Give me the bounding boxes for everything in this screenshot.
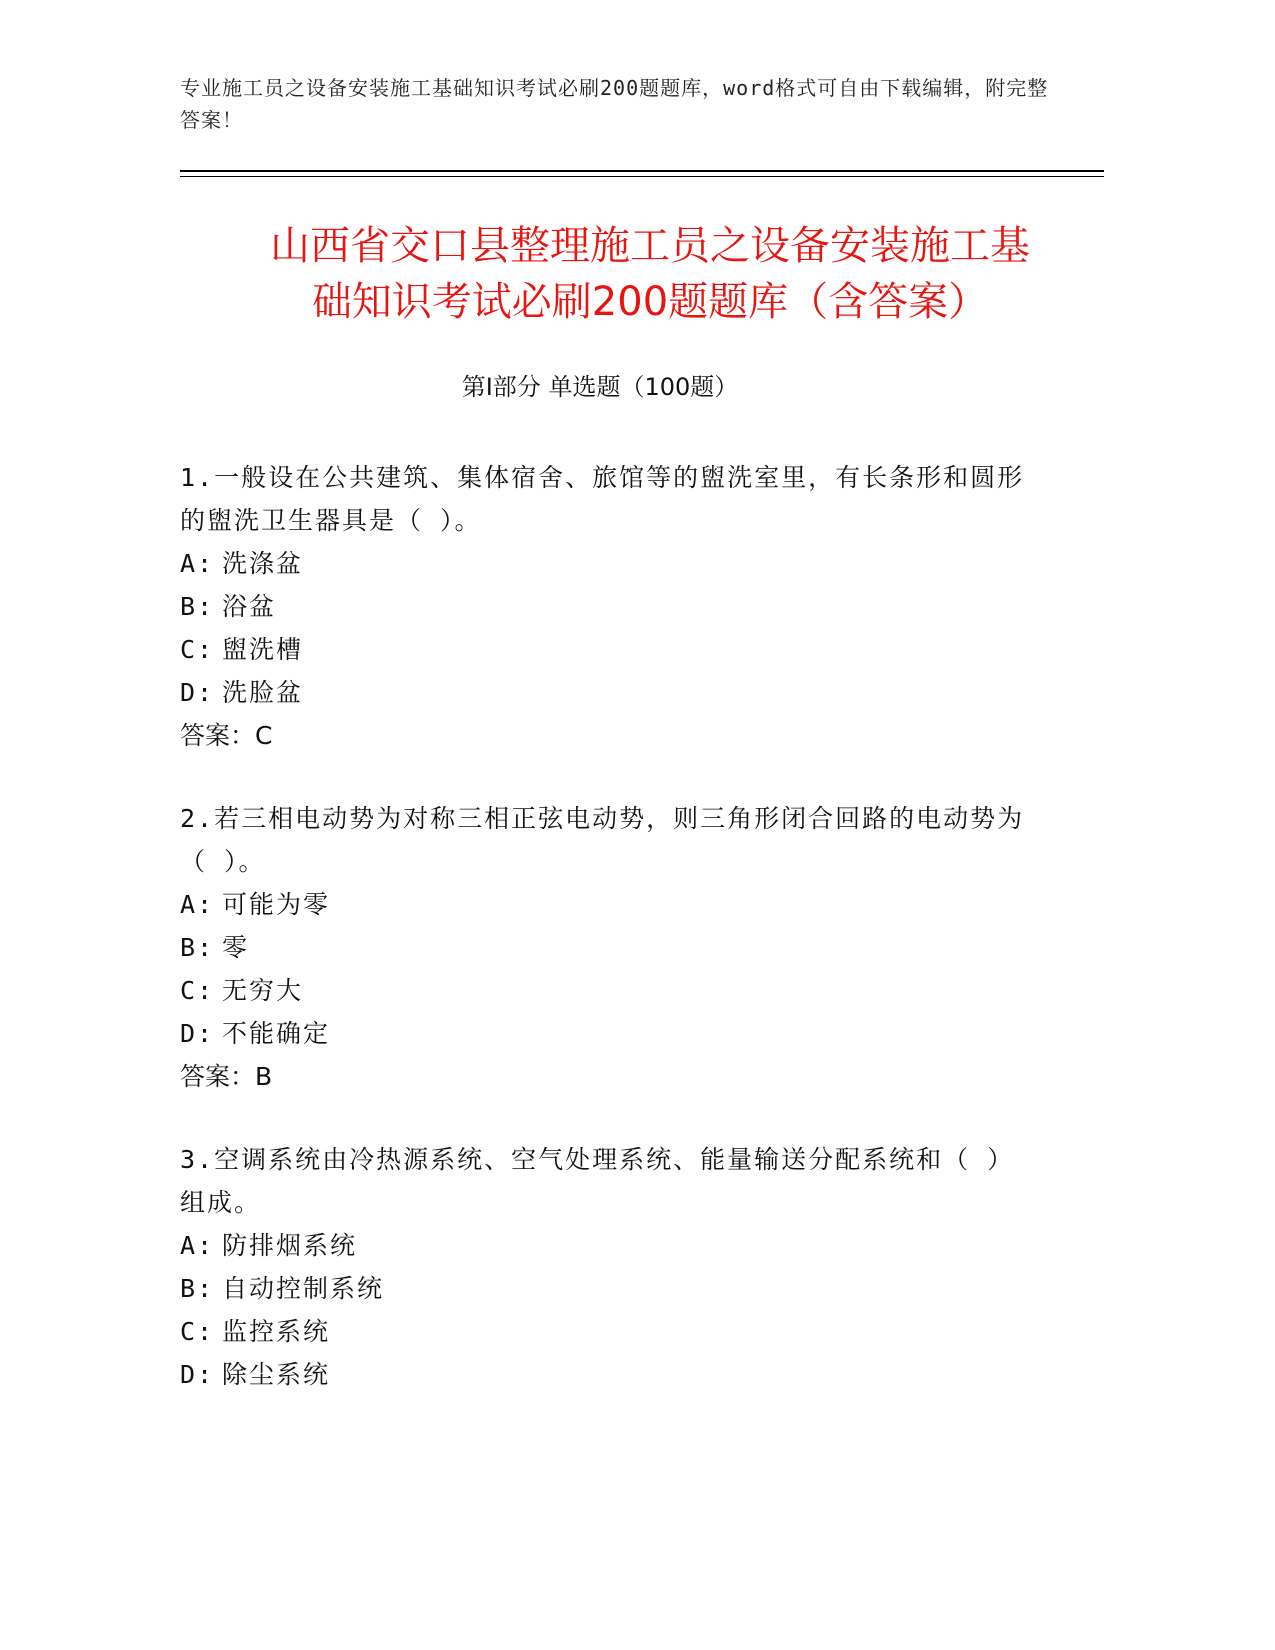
header-note: 专业施工员之设备安装施工基础知识考试必刷200题题库，word格式可自由下载编辑，附完整答案！ xyxy=(180,76,1049,132)
option-c xyxy=(180,1310,1030,1353)
option-a xyxy=(180,883,1030,926)
option-text: 盥洗槽 xyxy=(222,635,304,664)
option-text: 自动控制系统 xyxy=(222,1274,385,1303)
document-title-line-1: 山西省交口县整理施工员之设备安装施工基 xyxy=(270,223,1030,269)
question-2 xyxy=(180,797,1030,1098)
answer-line: 答案：B xyxy=(180,1062,273,1091)
question-stem: 2.若三相电动势为对称三相正弦电动势，则三角形闭合回路的电动势为（ ）。 xyxy=(180,804,1025,876)
option-c xyxy=(180,628,1030,671)
option-d xyxy=(180,671,1030,714)
document-title xyxy=(150,218,1150,330)
option-text: 除尘系统 xyxy=(222,1360,331,1389)
option-letter: A: xyxy=(180,1231,215,1260)
option-text: 洗脸盆 xyxy=(222,678,304,707)
header-divider-thin xyxy=(180,176,1104,177)
question-list xyxy=(180,456,1030,1436)
option-text: 监控系统 xyxy=(222,1317,331,1346)
option-a xyxy=(180,542,1030,585)
question-3 xyxy=(180,1138,1030,1396)
option-text: 无穷大 xyxy=(222,976,304,1005)
option-text: 洗涤盆 xyxy=(222,549,304,578)
question-stem: 1.一般设在公共建筑、集体宿舍、旅馆等的盥洗室里，有长条形和圆形的盥洗卫生器具是（ ）。 xyxy=(180,463,1025,535)
answer-line: 答案：C xyxy=(180,721,273,750)
option-b xyxy=(180,926,1030,969)
option-letter: C: xyxy=(180,1317,215,1346)
header-divider-thick xyxy=(180,170,1104,172)
option-letter: B: xyxy=(180,1274,215,1303)
option-text: 零 xyxy=(222,933,250,962)
question-1 xyxy=(180,456,1030,757)
option-text: 可能为零 xyxy=(222,890,331,919)
section-title: 第Ⅰ部分 单选题（100题） xyxy=(461,373,739,401)
option-letter: C: xyxy=(180,976,215,1005)
option-c xyxy=(180,969,1030,1012)
option-b xyxy=(180,585,1030,628)
option-text: 不能确定 xyxy=(222,1019,331,1048)
option-text: 防排烟系统 xyxy=(222,1231,358,1260)
option-letter: A: xyxy=(180,549,215,578)
option-b xyxy=(180,1267,1030,1310)
option-letter: D: xyxy=(180,1019,215,1048)
question-stem: 3.空调系统由冷热源系统、空气处理系统、能量输送分配系统和（ ）组成。 xyxy=(180,1145,1015,1217)
option-letter: B: xyxy=(180,933,215,962)
option-letter: D: xyxy=(180,1360,215,1389)
option-letter: C: xyxy=(180,635,215,664)
option-letter: B: xyxy=(180,592,215,621)
option-d xyxy=(180,1353,1030,1396)
option-d xyxy=(180,1012,1030,1055)
option-text: 浴盆 xyxy=(222,592,277,621)
option-a xyxy=(180,1224,1030,1267)
option-letter: D: xyxy=(180,678,215,707)
document-title-line-2: 础知识考试必刷200题题库（含答案） xyxy=(311,279,989,325)
option-letter: A: xyxy=(180,890,215,919)
